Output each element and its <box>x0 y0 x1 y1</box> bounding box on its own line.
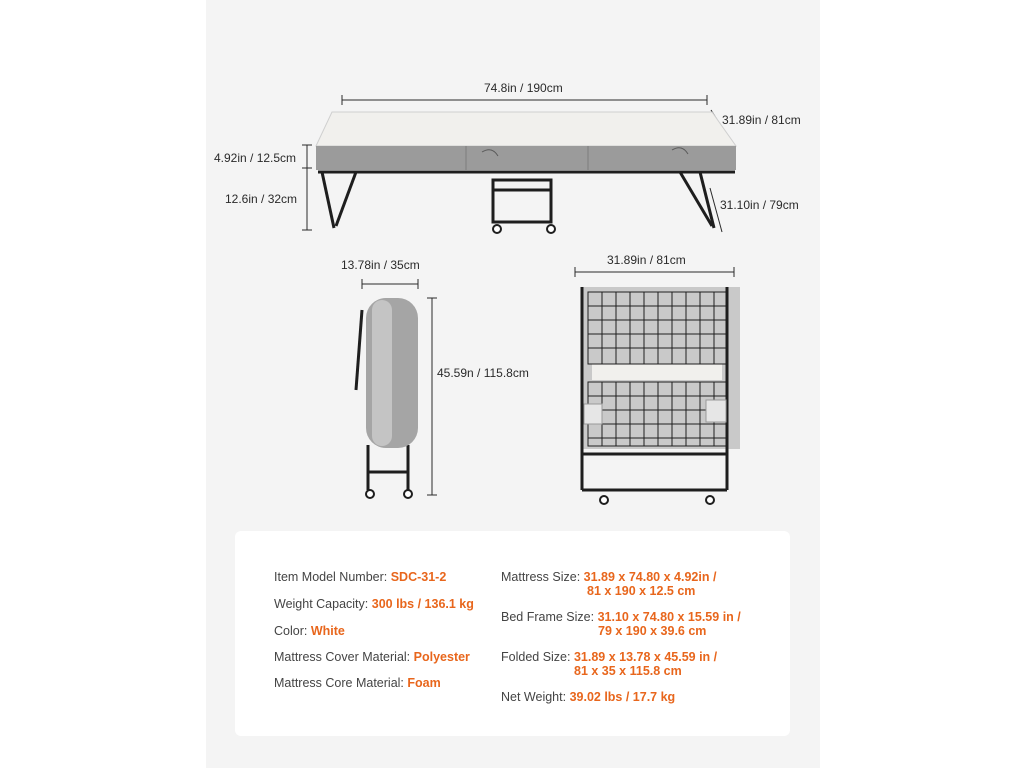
spec-value-line2: 81 x 190 x 12.5 cm <box>587 584 696 598</box>
spec-cover <box>274 650 470 664</box>
spec-value: 31.89 x 74.80 x 4.92in / <box>583 570 717 584</box>
folded-width-label: 31.89in / 81cm <box>607 253 686 267</box>
spec-capacity <box>274 597 474 611</box>
spec-value: 300 lbs / 136.1 kg <box>371 597 474 611</box>
length-label: 74.8in / 190cm <box>484 81 563 95</box>
spec-label: Weight Capacity: <box>274 597 369 611</box>
spec-label: Bed Frame Size: <box>501 610 595 624</box>
folded-side-view <box>356 298 418 498</box>
spec-net-weight <box>501 690 675 704</box>
spec-label: Color: <box>274 624 308 638</box>
spec-core <box>274 676 441 690</box>
spec-label: Mattress Cover Material: <box>274 650 411 664</box>
folded-height-label: 45.59n / 115.8cm <box>437 366 529 380</box>
spec-value: SDC-31-2 <box>390 570 447 584</box>
folded-front-view <box>582 287 740 504</box>
spec-folded-size <box>501 650 717 678</box>
spec-value: Foam <box>407 676 441 690</box>
spec-label: Net Weight: <box>501 690 567 704</box>
spec-mattress-size <box>501 570 716 598</box>
spec-value: White <box>310 624 345 638</box>
spec-value: Polyester <box>413 650 470 664</box>
spec-frame-size <box>501 610 741 638</box>
mattress-thickness-label: 4.92in / 12.5cm <box>214 151 297 165</box>
spec-value: 31.10 x 74.80 x 15.59 in / <box>597 610 741 624</box>
folded-depth-label: 13.78in / 35cm <box>341 258 420 272</box>
frame-height-label: 12.6in / 32cm <box>225 192 298 206</box>
width-top-label: 31.89in / 81cm <box>722 113 801 127</box>
spec-model <box>274 570 446 584</box>
spec-label: Item Model Number: <box>274 570 388 584</box>
frame-width-label: 31.10in / 79cm <box>720 198 799 212</box>
spec-label: Mattress Core Material: <box>274 676 404 690</box>
spec-value-line2: 79 x 190 x 39.6 cm <box>598 624 707 638</box>
spec-label: Folded Size: <box>501 650 571 664</box>
spec-value-line2: 81 x 35 x 115.8 cm <box>574 664 682 678</box>
unfolded-bed <box>316 112 736 233</box>
spec-value: 31.89 x 13.78 x 45.59 in / <box>573 650 718 664</box>
spec-value: 39.02 lbs / 17.7 kg <box>569 690 676 704</box>
spec-label: Mattress Size: <box>501 570 581 584</box>
spec-color <box>274 624 345 638</box>
